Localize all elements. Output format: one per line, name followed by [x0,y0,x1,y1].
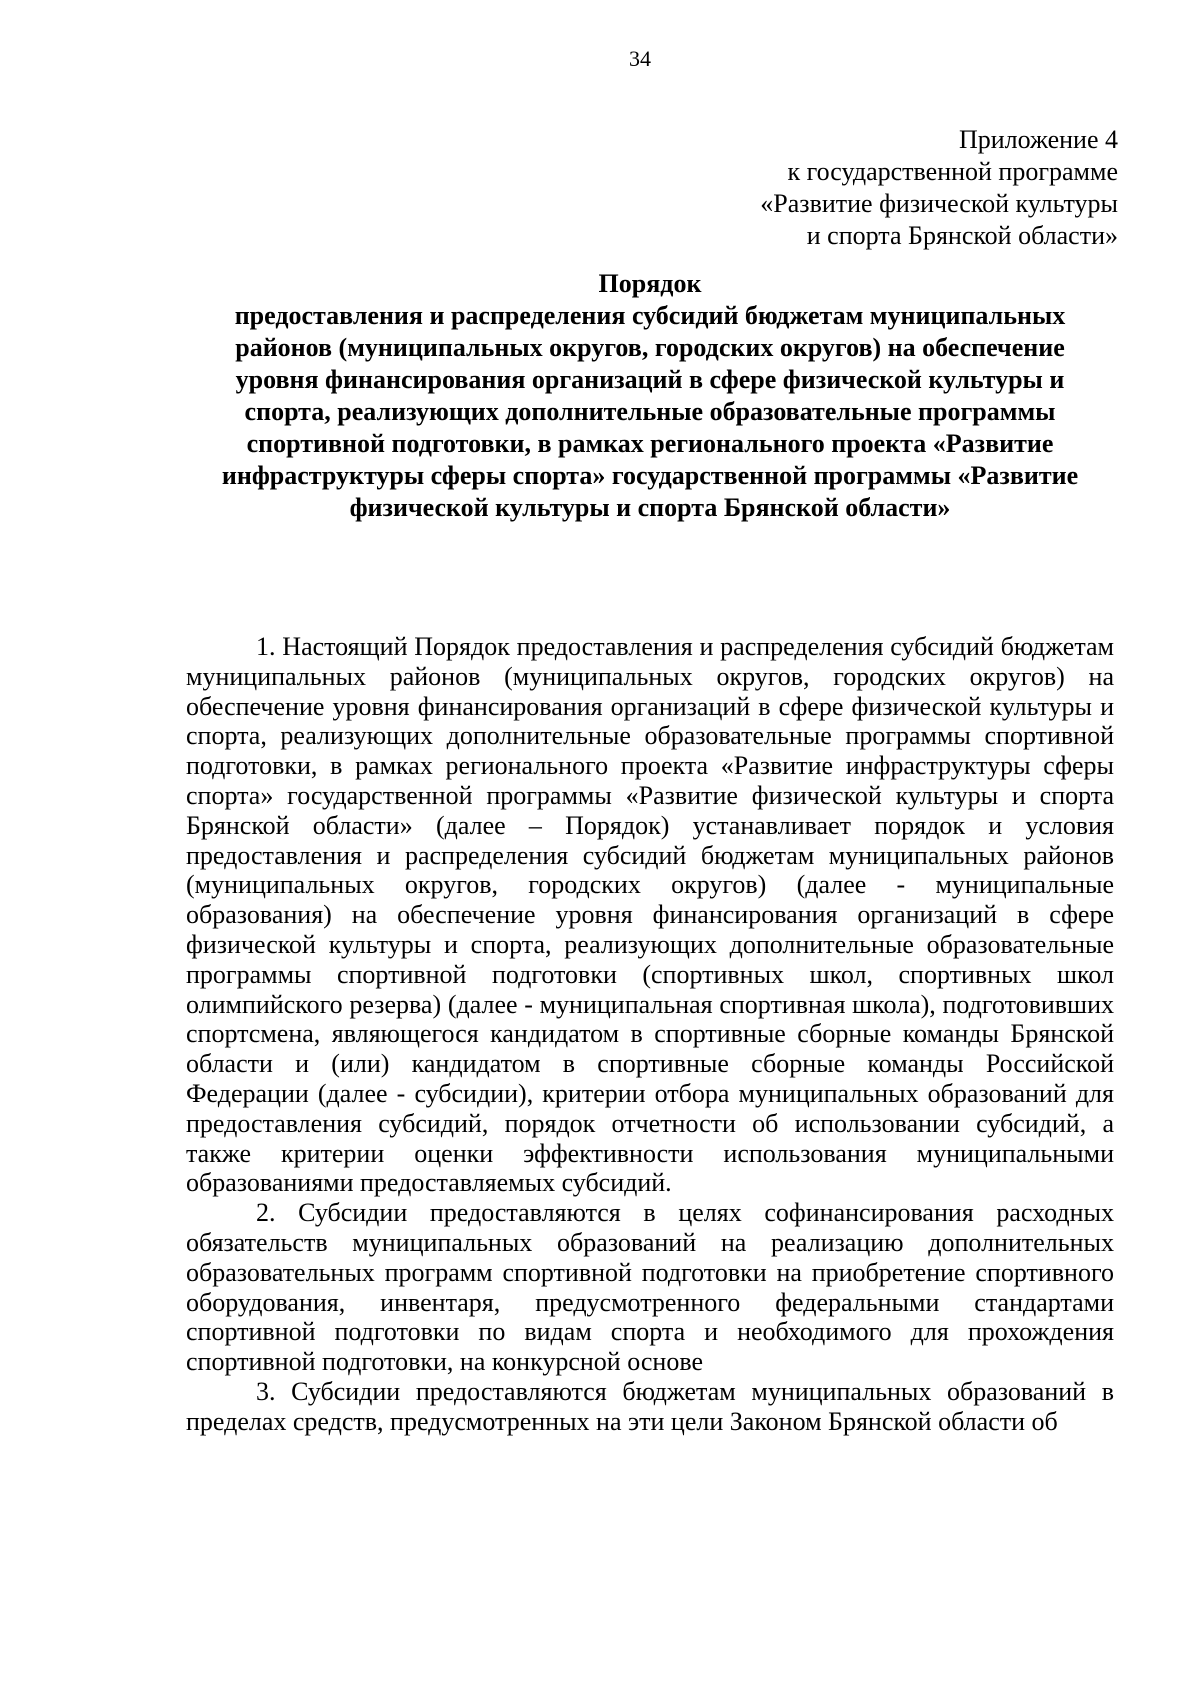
title-heading: Порядок [598,269,702,298]
paragraph-2: 2. Субсидии предоставляются в целях софинансирования расходных обязательств муниципальных образований на реализацию дополнительных образовательных программ спортивной подготовки на приобретение спортивного оборудования, инвентаря, предусмотренного федеральными стандартами спортивной подготовки по видам спорта и необходимого для прохождения спортивной подготовки, на конкурсной основе [186,1198,1114,1377]
appendix-line: «Развитие физической культуры [760,189,1118,218]
title-line: физической культуры и спорта Брянской области» [349,493,951,522]
title-line: предоставления и распределения субсидий бюджетам муниципальных [234,301,1066,330]
title-line: спортивной подготовки, в рамках регионального проекта «Развитие [246,429,1054,458]
appendix-line: и спорта Брянской области» [806,221,1118,250]
page-number: 34 [629,46,651,71]
title-line: спорта, реализующих дополнительные образовательные программы [244,397,1056,426]
title-line: уровня финансирования организаций в сфере физической культуры и [235,365,1065,394]
paragraph-3: 3. Субсидии предоставляются бюджетам муниципальных образований в пределах средств, предусмотренных на эти цели Законом Брянской области об [186,1376,1114,1436]
title-line: инфраструктуры сферы спорта» государственной программы «Развитие [221,461,1079,490]
document-title [180,268,1120,524]
appendix-line: Приложение 4 [958,125,1118,154]
title-line: районов (муниципальных округов, городских округов) на обеспечение [235,333,1065,362]
appendix-line: к государственной программе [787,157,1118,186]
document-body [186,632,1114,1437]
paragraph-1: 1. Настоящий Порядок предоставления и распределения субсидий бюджетам муниципальных районов (муниципальных округов, городских округов) на обеспечение уровня финансирования организаций в сфере физической культуры и спорта, реализующих дополнительные образовательные программы спортивной подготовки, в рамках регионального проекта «Развитие инфраструктуры сферы спорта» государственной программы «Развитие физической культуры и спорта Брянской области» (далее – Порядок) устанавливает порядок и условия предоставления и распределения субсидий бюджетам муниципальных районов (муниципальных округов, городских округов) (далее - муниципальные образования) на обеспечение уровня финансирования организаций в сфере физической культуры и спорта, реализующих дополнительные образовательные программы спортивной подготовки (спортивных школ, спортивных школ олимпийского резерва) (далее - муниципальная спортивная школа), подготовивших спортсмена, являющегося кандидатом в спортивные сборные команды Брянской области и (или) кандидатом в спортивные сборные команды Российской Федерации (далее - субсидии), критерии отбора муниципальных образований для предоставления субсидий, порядок отчетности об использовании субсидий, а также критерии оценки эффективности использования муниципальными образованиями предоставляемых субсидий. [186,632,1114,1198]
appendix-reference [760,124,1118,252]
